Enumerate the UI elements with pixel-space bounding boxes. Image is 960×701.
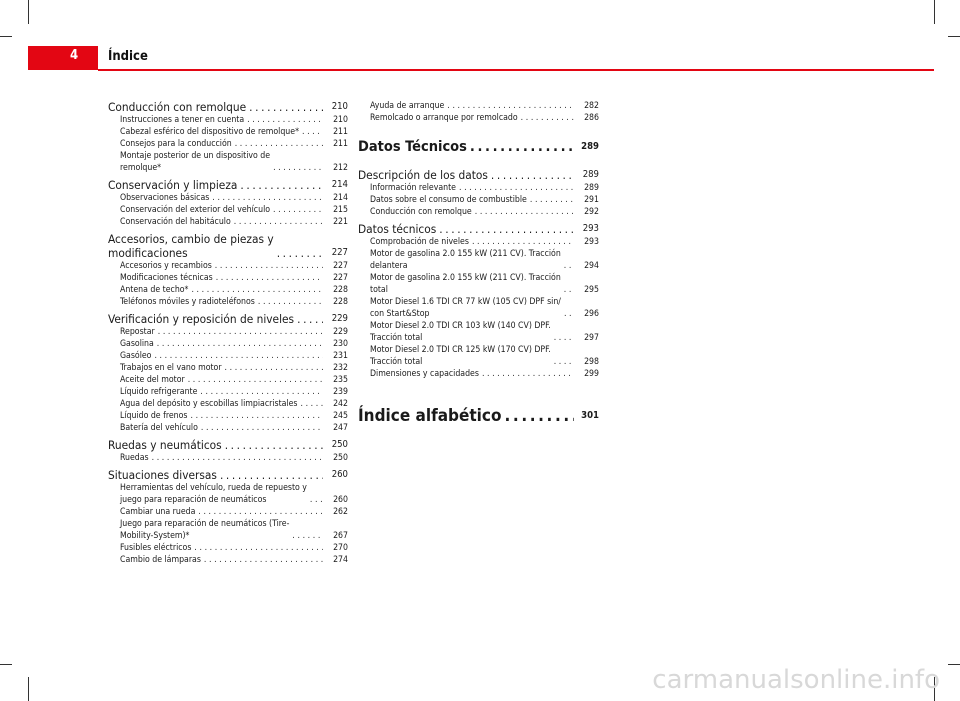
watermark: carmanualsonline.info [652, 665, 940, 695]
toc-entry-page: 242 [333, 399, 348, 409]
toc-entry[interactable] [108, 482, 348, 506]
toc-entry[interactable] [358, 182, 599, 194]
toc-entry-page: 221 [333, 217, 348, 227]
toc-entry[interactable] [108, 178, 348, 192]
toc-entry-page: 228 [333, 297, 348, 307]
toc-entry-page: 291 [584, 195, 599, 205]
toc-entry-label: Motor Diesel 1.6 TDI CR 77 kW (105 CV) DPF sin/ con Start&Stop [370, 297, 561, 319]
toc-entry-label: Datos sobre el consumo de combustible [370, 195, 527, 205]
dot-leader [564, 284, 574, 296]
toc-entry[interactable] [108, 350, 348, 362]
toc-entry[interactable] [108, 114, 348, 126]
toc-entry[interactable] [108, 192, 348, 204]
toc-entry-page: 293 [584, 237, 599, 247]
dot-leader [505, 406, 575, 426]
toc-entry-label: Información relevante [370, 183, 456, 193]
toc-entry[interactable] [108, 272, 348, 284]
toc-entry-page: 298 [584, 357, 599, 367]
dot-leader [300, 398, 323, 410]
dot-leader [472, 236, 574, 248]
crop-mark [934, 0, 935, 24]
toc-entry-page: 212 [333, 163, 348, 173]
toc-entry-page: 210 [333, 115, 348, 125]
toc-entry-page: 292 [584, 207, 599, 217]
crop-mark [0, 36, 12, 37]
toc-entry[interactable] [358, 344, 599, 368]
toc-entry-label: Índice alfabético [358, 406, 502, 426]
toc-entry-page: 214 [333, 193, 348, 203]
toc-entry-page: 299 [584, 369, 599, 379]
toc-entry-label: Juego para reparación de neumáticos (Tire- Mobility-System)* [120, 519, 290, 541]
toc-entry-page: 293 [582, 223, 599, 234]
dot-leader [212, 192, 323, 204]
toc-entry[interactable] [108, 338, 348, 350]
dot-leader [258, 296, 323, 308]
toc-entry[interactable] [108, 542, 348, 554]
toc-entry-page: 245 [333, 411, 348, 421]
toc-entry[interactable] [108, 374, 348, 386]
toc-entry-label: Líquido de frenos [120, 411, 188, 421]
toc-entry[interactable] [358, 296, 599, 320]
toc-entry-page: 295 [584, 285, 599, 295]
toc-entry-label: Motor de gasolina 2.0 155 kW (211 CV). Tracción total [370, 273, 561, 295]
dot-leader [297, 312, 323, 326]
toc-entry-page: 235 [333, 375, 348, 385]
toc-entry-page: 230 [333, 339, 348, 349]
toc-entry[interactable] [108, 452, 348, 464]
dot-leader [194, 542, 323, 554]
dot-leader [247, 114, 323, 126]
toc-entry-label: Observaciones básicas [120, 193, 210, 203]
dot-leader [201, 422, 323, 434]
toc-entry-page: 231 [333, 351, 348, 361]
toc-entry[interactable] [358, 236, 599, 248]
dot-leader [235, 138, 323, 150]
toc-entry-page: 239 [333, 387, 348, 397]
toc-entry-label: Motor Diesel 2.0 TDI CR 103 kW (140 CV) DPF. Tracción total [370, 321, 551, 343]
toc-entry-page: 215 [333, 205, 348, 215]
toc-entry-label: Situaciones diversas [108, 468, 217, 482]
toc-entry-label: Líquido refrigerante [120, 387, 198, 397]
dot-leader [225, 362, 323, 374]
dot-leader [154, 350, 323, 362]
toc-entry-page: 294 [584, 261, 599, 271]
toc-entry-page: 229 [331, 313, 348, 324]
toc-entry-page: 210 [331, 101, 348, 112]
toc-entry-label: Datos técnicos [358, 222, 437, 236]
toc-entry[interactable] [108, 100, 348, 114]
header-rule [98, 69, 934, 71]
toc-entry-page: 289 [584, 183, 599, 193]
dot-leader [190, 410, 323, 422]
dot-leader [564, 260, 574, 272]
toc-entry-label: Consejos para la conducción [120, 139, 232, 149]
dot-leader [158, 326, 323, 338]
dot-leader [234, 216, 323, 228]
toc-entry[interactable] [358, 206, 599, 218]
dot-leader [491, 168, 574, 182]
toc-entry-label: Ruedas [120, 453, 149, 463]
dot-leader [475, 206, 574, 218]
header-red-tab [28, 46, 98, 70]
toc-entry[interactable] [358, 194, 599, 206]
toc-entry-label: Modificaciones técnicas [120, 273, 213, 283]
toc-entry[interactable] [358, 272, 599, 296]
dot-leader [157, 338, 323, 350]
dot-leader [277, 246, 323, 260]
dot-leader [554, 332, 574, 344]
toc-entry[interactable] [358, 168, 599, 182]
toc-entry[interactable] [358, 406, 599, 426]
toc-entry-page: 211 [333, 139, 348, 149]
toc-entry[interactable] [108, 126, 348, 138]
toc-entry[interactable] [358, 138, 599, 156]
crop-mark [28, 0, 29, 24]
toc-entry-label: Aceite del motor [120, 375, 185, 385]
toc-entry-label: Ayuda de arranque [370, 101, 445, 111]
dot-leader [200, 386, 323, 398]
toc-entry[interactable] [108, 232, 348, 260]
dot-leader [482, 368, 574, 380]
toc-entry[interactable] [108, 150, 348, 174]
toc-entry-page: 296 [584, 309, 599, 319]
toc-entry[interactable] [108, 410, 348, 422]
toc-entry[interactable] [108, 518, 348, 542]
toc-entry-page: 286 [584, 113, 599, 123]
toc-entry-page: 250 [333, 453, 348, 463]
toc-entry-page: 297 [584, 333, 599, 343]
page-title: Índice [108, 49, 148, 64]
toc-entry-page: 214 [331, 179, 348, 190]
toc-entry-page: 282 [584, 101, 599, 111]
dot-leader [204, 554, 323, 566]
dot-leader [198, 506, 323, 518]
dot-leader [240, 178, 323, 192]
toc-entry-page: 228 [333, 285, 348, 295]
toc-entry[interactable] [108, 554, 348, 566]
toc-entry-label: Remolcado o arranque por remolcado [370, 113, 518, 123]
toc-entry-page: 260 [331, 469, 348, 480]
toc-entry-label: Motor de gasolina 2.0 155 kW (211 CV). Tracción delantera [370, 249, 561, 271]
toc-entry[interactable] [108, 362, 348, 374]
toc-entry-page: 227 [333, 261, 348, 271]
toc-entry-label: Dimensiones y capacidades [370, 369, 479, 379]
dot-leader [273, 162, 323, 174]
toc-entry-page: 267 [333, 531, 348, 541]
toc-entry[interactable] [358, 320, 599, 344]
toc-entry-page: 227 [331, 247, 348, 258]
toc-right-column [358, 100, 599, 426]
toc-entry-label: Gasolina [120, 339, 154, 349]
toc-entry-label: Conducción con remolque [108, 100, 247, 114]
toc-entry-page: 262 [333, 507, 348, 517]
toc-entry[interactable] [108, 506, 348, 518]
toc-entry[interactable] [358, 100, 599, 112]
dot-leader [225, 438, 323, 452]
toc-entry[interactable] [108, 398, 348, 410]
toc-entry-label: Cambiar una rueda [120, 507, 196, 517]
crop-mark [0, 664, 12, 665]
toc-entry[interactable] [108, 386, 348, 398]
dot-leader [530, 194, 574, 206]
toc-entry-label: Herramientas del vehículo, rueda de repuesto y juego para reparación de neumáticos [120, 483, 307, 505]
dot-leader [470, 138, 574, 156]
toc-entry-label: Conducción con remolque [370, 207, 472, 217]
toc-entry-label: Descripción de los datos [358, 168, 488, 182]
toc-entry[interactable] [108, 296, 348, 308]
toc-entry-page: 232 [333, 363, 348, 373]
dot-leader [216, 272, 323, 284]
toc-left-column [108, 100, 348, 566]
toc-entry-label: Instrucciones a tener en cuenta [120, 115, 245, 125]
toc-entry-label: Comprobación de niveles [370, 237, 469, 247]
toc-entry-label: Conservación y limpieza [108, 178, 238, 192]
toc-entry-label: Ruedas y neumáticos [108, 438, 222, 452]
toc-entry-label: Fusibles eléctricos [120, 543, 192, 553]
toc-entry[interactable] [358, 368, 599, 380]
toc-entry-label: Repostar [120, 327, 155, 337]
toc-entry-label: Cambio de lámparas [120, 555, 201, 565]
toc-entry[interactable] [108, 326, 348, 338]
toc-entry[interactable] [358, 248, 599, 272]
toc-entry-label: Cabezal esférico del dispositivo de remolque* [120, 127, 299, 137]
toc-entry[interactable] [108, 422, 348, 434]
toc-entry-label: Antena de techo* [120, 285, 189, 295]
toc-entry[interactable] [358, 112, 599, 124]
toc-entry-label: Teléfonos móviles y radioteléfonos [120, 297, 255, 307]
toc-entry-page: 270 [333, 543, 348, 553]
toc-entry[interactable] [108, 204, 348, 216]
toc-entry[interactable] [108, 312, 348, 326]
toc-entry-label: Verificación y reposición de niveles [108, 312, 295, 326]
dot-leader [273, 204, 323, 216]
toc-entry[interactable] [108, 468, 348, 482]
toc-entry-page: 229 [333, 327, 348, 337]
toc-entry-page: 211 [333, 127, 348, 137]
toc-entry-page: 274 [333, 555, 348, 565]
toc-entry-page: 301 [581, 410, 599, 421]
crop-mark [948, 664, 960, 665]
toc-entry-page: 247 [333, 423, 348, 433]
toc-entry-label: Trabajos en el vano motor [120, 363, 222, 373]
toc-entry-label: Motor Diesel 2.0 TDI CR 125 kW (170 CV) DPF. Tracción total [370, 345, 551, 367]
toc-entry-label: Agua del depósito y escobillas limpiacristales [120, 399, 298, 409]
dot-leader [152, 452, 323, 464]
dot-leader [302, 126, 323, 138]
toc-entry-label: Conservación del habitáculo [120, 217, 231, 227]
toc-entry-label: Accesorios, cambio de piezas y modificaciones [108, 232, 274, 260]
toc-entry[interactable] [108, 138, 348, 150]
dot-leader [459, 182, 574, 194]
toc-entry-page: 260 [333, 495, 348, 505]
crop-mark [28, 677, 29, 701]
toc-entry-label: Accesorios y recambios [120, 261, 212, 271]
toc-entry-label: Batería del vehículo [120, 423, 198, 433]
dot-leader [521, 112, 574, 124]
toc-entry-page: 250 [331, 439, 348, 450]
crop-mark [948, 36, 960, 37]
toc-entry-label: Montaje posterior de un dispositivo de remolque* [120, 151, 271, 173]
page-number: 4 [70, 48, 79, 63]
toc-entry-page: 289 [581, 141, 599, 152]
dot-leader [292, 530, 323, 542]
dot-leader [191, 284, 323, 296]
dot-leader [220, 468, 323, 482]
toc-entry-label: Datos Técnicos [358, 139, 467, 155]
toc-entry[interactable] [108, 216, 348, 228]
dot-leader [249, 100, 323, 114]
toc-entry-label: Gasóleo [120, 351, 152, 361]
toc-entry[interactable] [108, 284, 348, 296]
dot-leader [188, 374, 323, 386]
toc-entry-page: 289 [582, 169, 599, 180]
toc-entry[interactable] [358, 222, 599, 236]
toc-entry[interactable] [108, 438, 348, 452]
dot-leader [554, 356, 574, 368]
dot-leader [564, 308, 574, 320]
toc-entry-label: Conservación del exterior del vehículo [120, 205, 271, 215]
toc-entry-page: 227 [333, 273, 348, 283]
dot-leader [215, 260, 323, 272]
dot-leader [310, 494, 323, 506]
toc-entry[interactable] [108, 260, 348, 272]
dot-leader [439, 222, 574, 236]
dot-leader [447, 100, 574, 112]
